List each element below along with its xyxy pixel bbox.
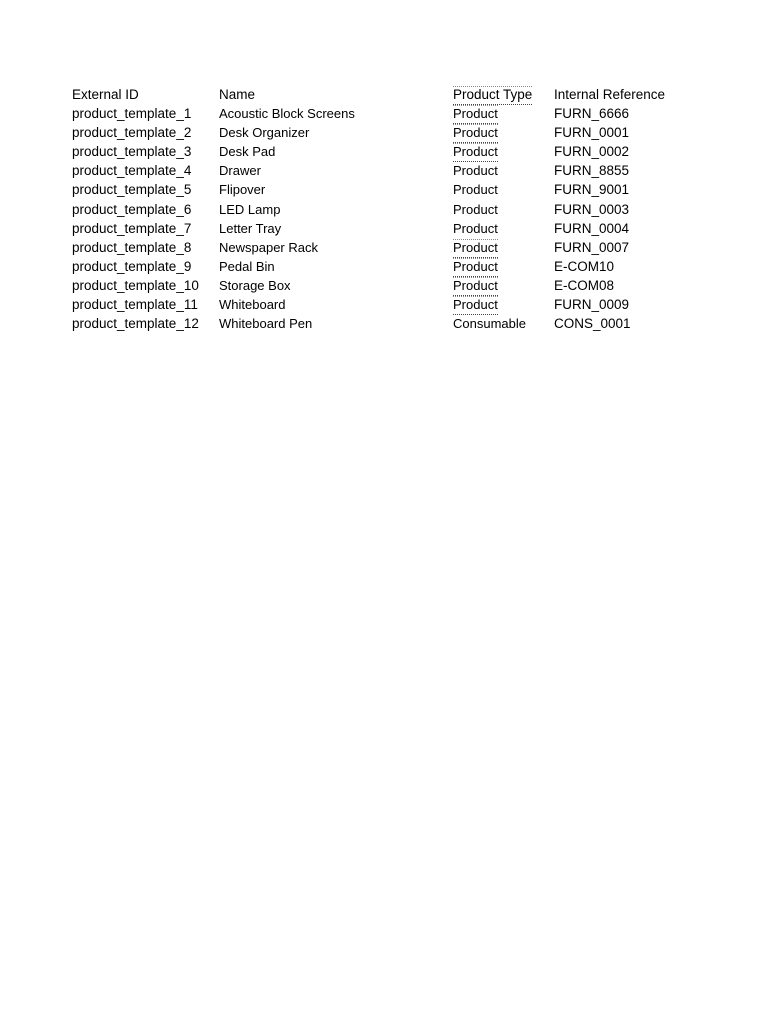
cell-name: Whiteboard Pen [219, 316, 313, 332]
cell-name: Desk Pad [219, 144, 276, 160]
cell-name: Newspaper Rack [219, 239, 318, 255]
cell-name: Whiteboard [219, 297, 286, 313]
cell-product-type: Product [453, 238, 498, 258]
cell-name: Storage Box [219, 277, 291, 293]
cell-product-type: Product [453, 142, 498, 162]
cell-product-type: Product [453, 201, 498, 217]
cell-external-id: product_template_10 [72, 277, 199, 293]
cell-internal-reference: FURN_9001 [554, 182, 630, 198]
cell-internal-reference: FURN_0002 [554, 144, 630, 160]
cell-internal-reference: FURN_0003 [554, 201, 630, 217]
cell-internal-reference: CONS_0001 [554, 316, 631, 332]
cell-internal-reference: FURN_0004 [554, 220, 630, 236]
cell-external-id: product_template_4 [72, 163, 192, 179]
cell-name: Desk Organizer [219, 125, 310, 141]
header-external-id: External ID [72, 87, 139, 102]
cell-external-id: product_template_1 [72, 106, 192, 122]
cell-internal-reference: FURN_8855 [554, 163, 630, 179]
cell-name: Letter Tray [219, 220, 282, 236]
cell-product-type: Product [453, 163, 498, 179]
cell-external-id: product_template_12 [72, 316, 199, 332]
header-product-type: Product Type [453, 85, 532, 105]
cell-name: Acoustic Block Screens [219, 106, 355, 122]
header-name: Name [219, 87, 256, 102]
cell-internal-reference: FURN_0001 [554, 125, 630, 141]
cell-product-type: Product [453, 104, 498, 124]
cell-internal-reference: E-COM08 [554, 277, 615, 293]
cell-product-type: Product [453, 257, 498, 277]
cell-product-type: Product [453, 123, 498, 143]
cell-external-id: product_template_2 [72, 125, 192, 141]
cell-internal-reference: FURN_6666 [554, 106, 630, 122]
cell-name: LED Lamp [219, 201, 281, 217]
cell-internal-reference: FURN_0007 [554, 239, 630, 255]
header-internal-reference: Internal Reference [554, 87, 666, 102]
cell-external-id: product_template_9 [72, 258, 192, 274]
cell-product-type: Product [453, 295, 498, 315]
cell-external-id: product_template_3 [72, 144, 192, 160]
cell-name: Flipover [219, 182, 266, 198]
cell-product-type: Product [453, 182, 498, 198]
cell-external-id: product_template_6 [72, 201, 192, 217]
cell-external-id: product_template_5 [72, 182, 192, 198]
cell-external-id: product_template_11 [72, 297, 198, 313]
cell-internal-reference: E-COM10 [554, 258, 615, 274]
cell-name: Drawer [219, 163, 261, 179]
cell-internal-reference: FURN_0009 [554, 297, 630, 313]
cell-product-type: Product [453, 220, 498, 236]
cell-external-id: product_template_7 [72, 220, 192, 236]
cell-product-type: Product [453, 276, 498, 296]
cell-external-id: product_template_8 [72, 239, 192, 255]
cell-product-type: Consumable [453, 316, 526, 332]
cell-name: Pedal Bin [219, 258, 275, 274]
